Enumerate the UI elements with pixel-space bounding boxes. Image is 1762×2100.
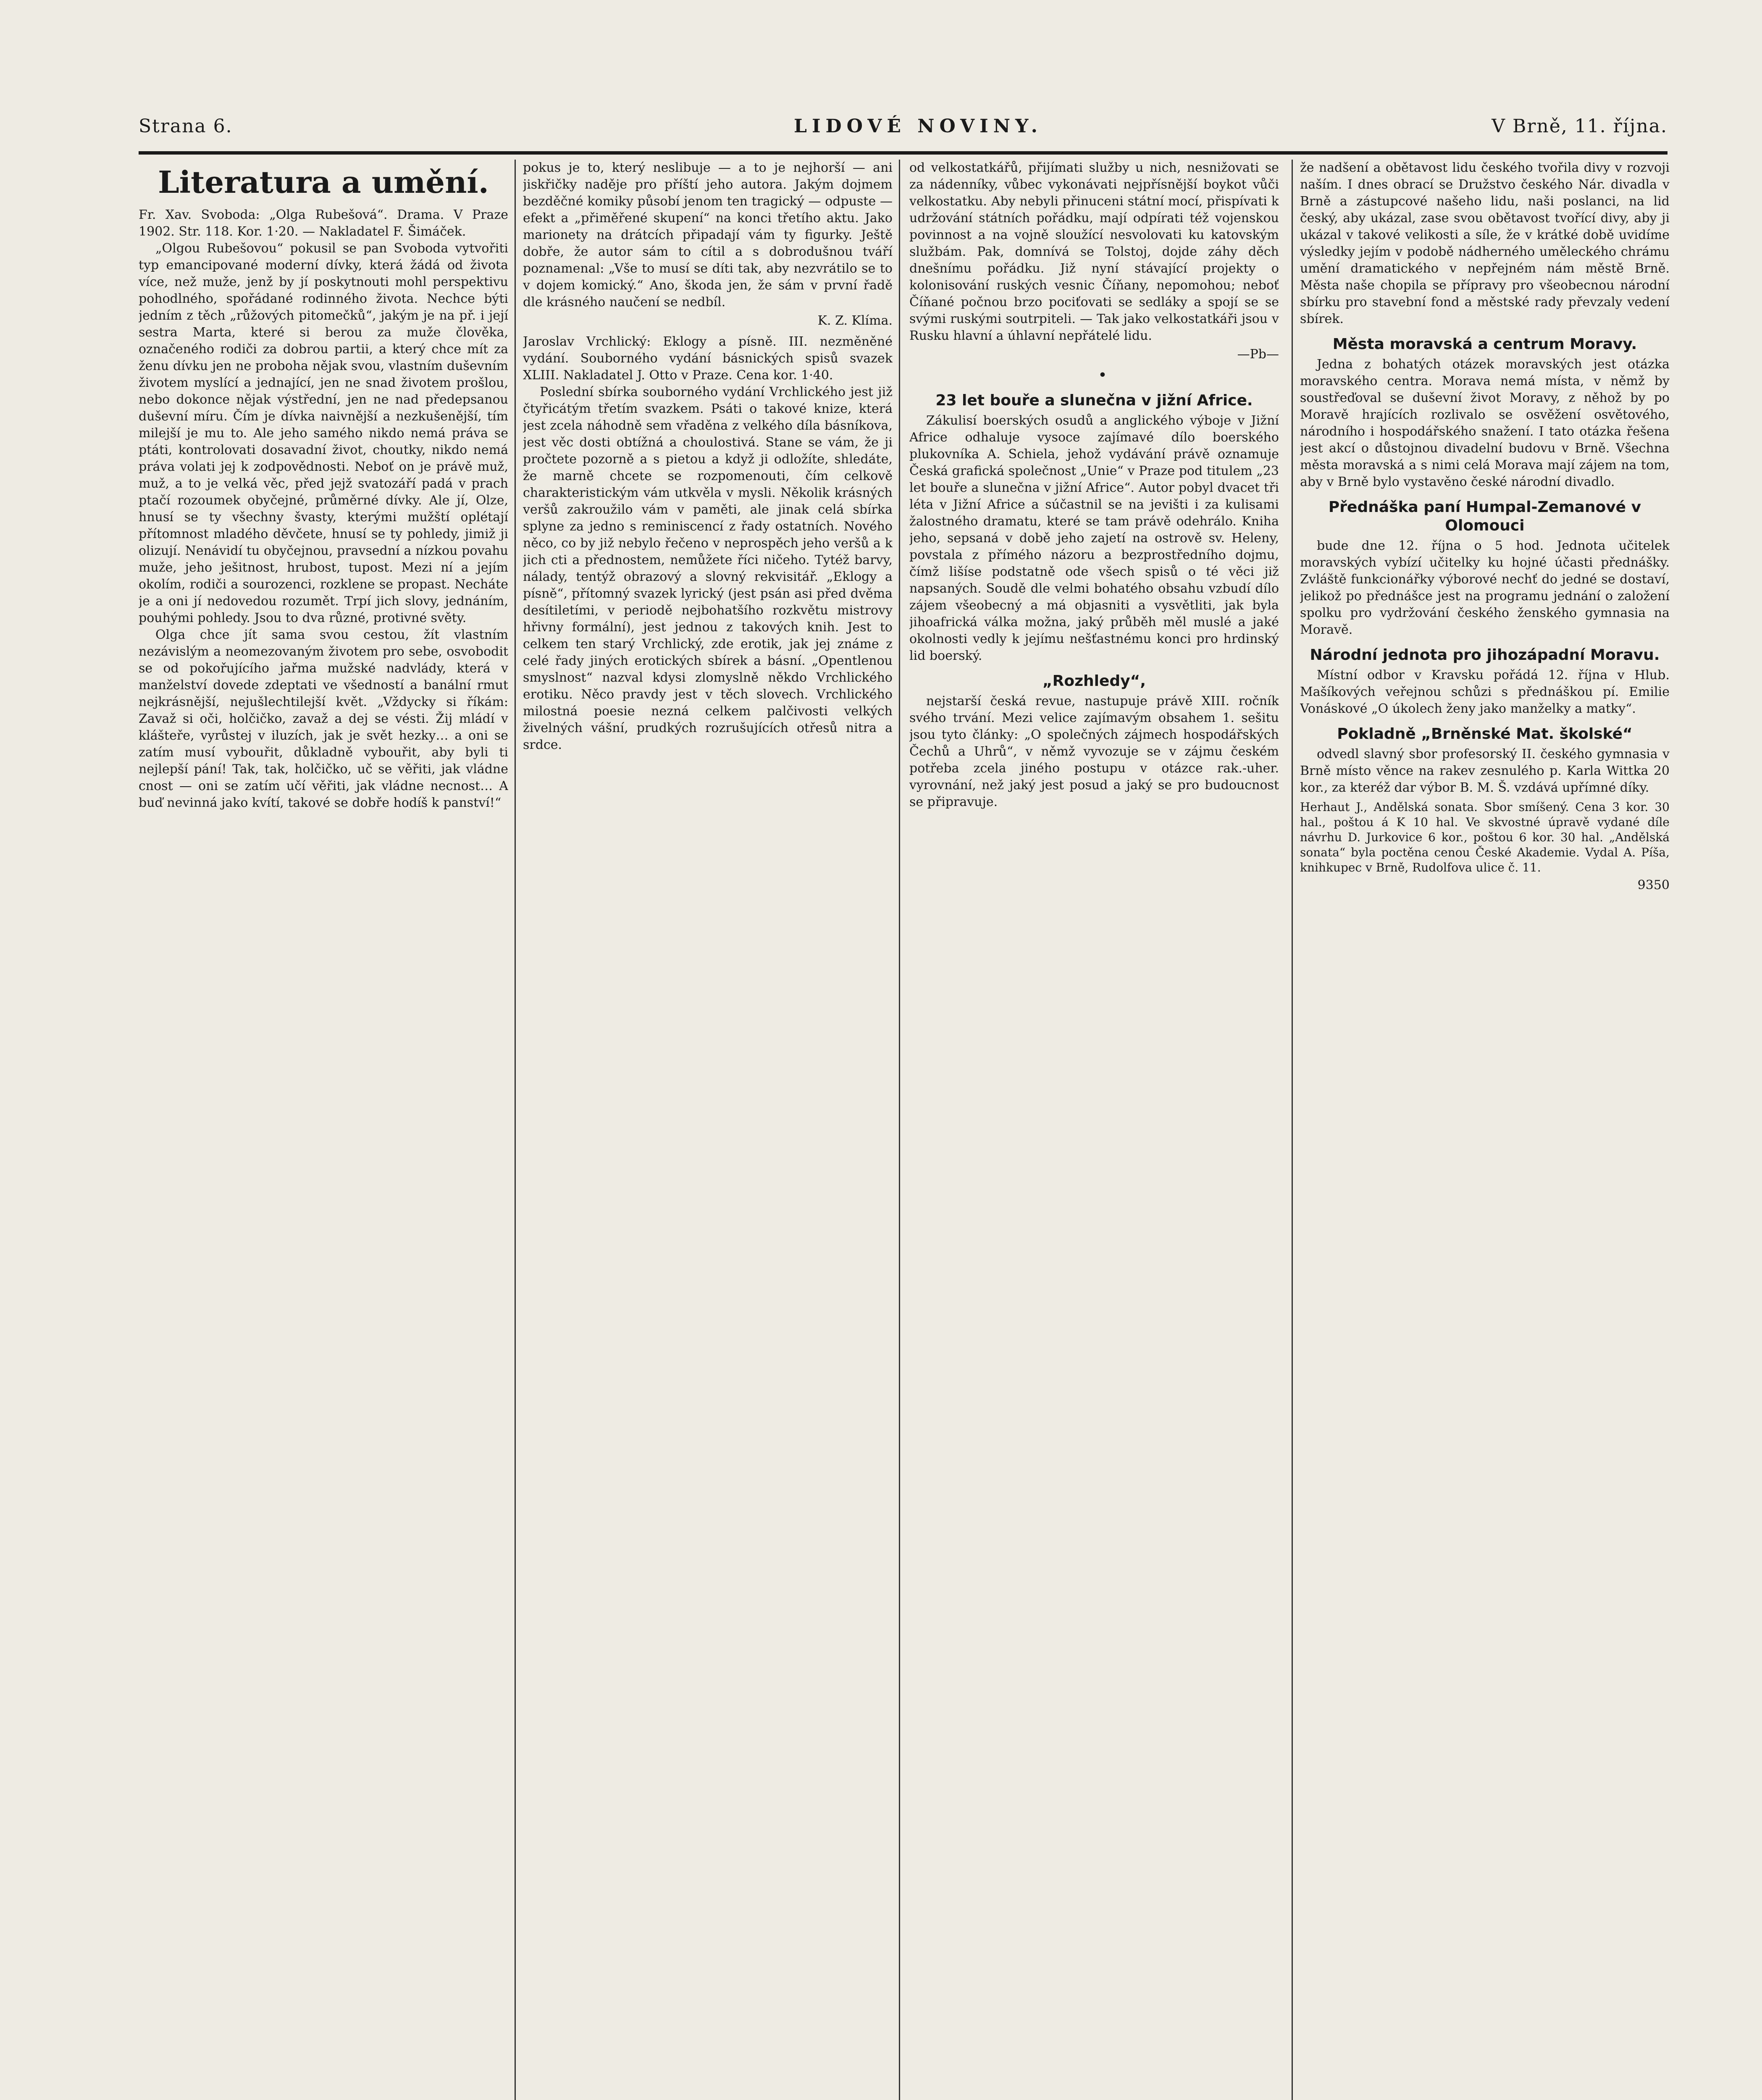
page-header <box>139 116 1667 155</box>
article-paragraph: Olga chce jít sama svou cestou, žít vlastním nezávislým a neomezovaným životem pro sebe, osvobodit se od pokořujícího jařma mužské nadvlády, která v manželství dovede zdeptati ve všedností a banální rmut nejkrásnější, nejušlechtilejší květ. „Vždycky si říkám: Zavaž si oči, holčičko, zavaž a dej se vésti. Žij mládí v klášteře, vyrůstej v iluzích, jak je svět hezky… a oni se zatím musí vybouřit, důkladně vybouřit, aby byli ti nejlepší pání! Tak, tak, holčičko, uč se věřiti, jak vládne cnost — oni se zatím učí věřiti, jak vládne necnost… A buď nevinná jako kvítí, takové se dobře hodíš k panství!“ <box>139 627 508 810</box>
article-paragraph: od velkostatkářů, přijímati služby u nich, nesnižovati se za nádenníky, vůbec vykonávati nejpřísnější boykot vůči velkostatku. Aby nebyli přinuceni státní mocí, přispívati k udržování státních pořádku, mají odpírati též vojenskou povinnost a na vojně sloužící nesvolovati ku katovským službám. Pak, domnívá se Tolstoj, dojde záhy děch dnešnímu pořádku. Již nyní stávající projekty o kolonisování ruských vesnic Číňany, nepomohou; neboť Číňané počnou brzo pociťovati se sedláky a spojí se se svými ruskými soutrpiteli. — Tak jako velkostatkáři jsou v Rusku hlavní a úhlavní nepřátelé lidu. <box>909 160 1279 343</box>
advertisement-notice: Herhaut J., Andělská sonata. Sbor smíšený. Cena 3 kor. 30 hal., poštou á K 10 hal. Ve skvostné úpravě vydané díle návrhu D. Jurkovice 6 kor., poštou 6 kor. 30 hal. „Andělská sonata“ byla poctěna cenou České Akademie. Vydal A. Píša, knihkupec v Brně, Rudolfova ulice č. 11. <box>1300 800 1670 874</box>
article-paragraph: pokus je to, který neslibuje — a to je nejhorší — ani jiskřičky naděje pro příští jeho autora. Jakým dojmem bezděčné komiky působí jenom ten tragický — odpuste — efekt a „přiměřené skupení“ na konci třetího aktu. Jako marionety na drátcích připadají vám ty figurky. Ještě dobře, že autor sám to cítil a s dobrodušnou tváří poznamenal: „Vše to musí se díti tak, aby nezvrátilo se to v dojem komický.“ Ano, škoda jen, že sám v první řadě dle krásného naučení se nedbíl. <box>523 160 893 310</box>
book-citation: Jaroslav Vrchlický: Eklogy a písně. III. nezměněné vydání. Souborného vydání básnických spisů svazek XLIII. Nakladatel J. Otto v Praze. Cena kor. 1·40. <box>523 334 893 383</box>
separator-dot: • <box>1098 368 1107 383</box>
article-paragraph: Místní odbor v Kravsku pořádá 12. října v Hlub. Mašíkových veřejnou schůzi s přednáškou pí. Emilie Vonáskové „O úkolech ženy jako manželky a matky“. <box>1300 668 1670 716</box>
notice-number: 9350 <box>1637 878 1670 892</box>
article-paragraph: že nadšení a obětavost lidu českého tvořila divy v rozvoji naším. I dnes obrací se Družstvo českého Nár. divadla v Brně a zástupcové našeho lidu, naši poslanci, na lid český, aby ukázal, zase svou obětavost tvořící divy, aby ji ukázal v takové velikosti a síle, že v krátké době uvidíme výsledky jejím v podobě nádherného uměleckého chrámu umění dramatického v nepřejném nám městě Brně. Města naše chopila se přípravy pro všeobecnou národní sbírku pro stavební fond a městské rady převzaly vedení sbírek. <box>1300 160 1670 326</box>
column-divider <box>1292 160 1293 2100</box>
book-citation: Fr. Xav. Svoboda: „Olga Rubešová“. Drama. V Praze 1902. Str. 118. Kor. 1·20. — Nakladatel F. Šimáček. <box>139 207 508 239</box>
column-divider <box>515 160 516 2100</box>
article-headline: Města moravská a centrum Moravy. <box>1332 336 1637 353</box>
article-paragraph: „Olgou Rubešovou“ pokusil se pan Svoboda vytvořiti typ emancipované moderní dívky, která žádá od života více, než muže, jenž by jí poskytnouti mohl perspektivu pohodlného, spořádané rodinného života. Nechce býti jedním z těch „růžových pitomečků“, jakým je na př. i její sestra Marta, které si berou za muže člověka, označeného rodiči za dobrou partii, a který chce mít za ženu dívku jen ne proboha nějak svou, vlastním duševním životem myslící a jednající, jen ne snad životem prošlou, nebo dokonce nějak výstřední, jen ne nad předepsanou duševní míru. Čím je dívka naivnější a nezkušenější, tím milejší je mu to. Ale jeho samého nikdo nemá práva se ptáti, kontrolovati dosavadní život, choutky, nikdo nemá práva volati jej k zodpovědnosti. Neboť on je právě muž, muž, a to je velká věc, před jejž svatozáří padá v prach ptačí rozoumek obyčejné, průměrné dívky. Ale jí, Olze, hnusí se ty všechny švasty, kterými mužští oplétají přítomnost mladého děvčete, hnusí se ty pohledy, jimiž ji olizují. Nenávidí tu obyčejnou, pravsední a nízkou povahu muže, jeho ješitnost, hrubost, tupost. Mezi ní a jejím okolím, rodiči a sourozenci, rozklene se propast. Necháte je a oni jí nedovedou rozumět. Trpí jich slovy, jednáním, pouhými pohledy. Jsou to dva různé, protivné světy. <box>139 241 508 625</box>
article-paragraph: bude dne 12. října o 5 hod. Jednota učitelek moravských vybízí učitelky ku hojné účasti přednášky. Zvláště funkcionářky výborové nechť do jedné se dostaví, jelikož po přednášce jest na programu jednání o založení spolku pro vydržování českého ženského gymnasia na Moravě. <box>1300 538 1670 637</box>
article-headline: Přednáška paní Humpal-Zemanové v Olomouci <box>1328 499 1641 534</box>
page-number: Strana 6. <box>139 116 233 137</box>
column-4 <box>1300 160 1670 2100</box>
article-headline: Pokladně „Brněnské Mat. školské“ <box>1337 725 1633 743</box>
article-headline: 23 let bouře a slunečna v jižní Africe. <box>935 392 1253 409</box>
article-paragraph: Poslední sbírka souborného vydání Vrchlického jest již čtyřicátým třetím svazkem. Psáti o takové knize, která jest zcela náhodně sem vřaděna z velkého díla básníkova, jest věc dosti obtížná a choulostivá. Stane se vám, že ji pročtete pozorně a s pietou a když ji odložíte, shledáte, že marně chcete se rozpomenouti, čím celkově charakteristickým vám utkvěla v mysli. Několik krásných veršů zakroužilo vám v paměti, ale jinak celá sbírka splyne za jedno s reminiscencí z řady ostatních. Nového něco, co by již nebylo řečeno v neprospěch jeho veršů a k jich cti a přednostem, nemůžete říci ničeho. Tytéž barvy, nálady, tentýž obrazový a slovný rekvisitář. „Eklogy a písně“, přítomný svazek lyrický (jest psán asi před dvěma desítiletími, v periodě nejbohatšího rozkvětu mistrovy hřivny formální), jest jednou z takových knih. Jest to celkem ten starý Vrchlický, zde erotik, jak jej známe z celé řady jiných erotických sbírek a básní. „Opentlenou smyslnost“ nazval kdysi zlomyslně někdo Vrchlického erotiku. Něco pravdy jest v těch slovech. Vrchlického milostná poesie nezná celkem palčivosti velkých živelných vášní, prudkých rozrušujících otřesů nitra a srdce. <box>523 385 893 752</box>
column-3 <box>909 160 1279 2100</box>
column-2 <box>523 160 893 2100</box>
author-signature: K. Z. Klíma. <box>817 313 893 328</box>
article-paragraph: nejstarší česká revue, nastupuje právě XIII. ročník svého trvání. Mezi velice zajímavým obsahem 1. sešitu jsou tyto články: „O společných zájmech hospodářských Čechů a Uhrů“, v němž vyvozuje se v zájmu českém potřeba zcela jiného postupu v otázce rak.-uher. vyrovnání, než jaký jest posud a jaký se pro budoucnost se připravuje. <box>909 694 1279 809</box>
article-paragraph: Jedna z bohatých otázek moravských jest otázka moravského centra. Morava nemá místa, v němž by soustřeďoval se duševní život Moravy, z něhož by po Moravě hrajících rozlivalo se osvěžení osvětového, národního i hospodářského snažení. I tato otázka řešena jest akcí o důstojnou divadelní budovu v Brně. Všechna města moravská a s nimi celá Morava mají zájem na tom, aby v Brně bylo vystavěno české národní divadlo. <box>1300 357 1670 489</box>
article-paragraph: odvedl slavný sbor profesorský II. českého gymnasia v Brně místo věnce na rakev zesnulého p. Karla Wittka 20 kor., za kteréž dar výbor B. M. Š. vzdává upřímné díky. <box>1300 747 1670 795</box>
article-headline: „Rozhledy“, <box>1042 672 1146 690</box>
issue-date: V Brně, 11. října. <box>1492 116 1667 137</box>
newspaper-title: LIDOVÉ NOVINY. <box>794 116 1042 137</box>
column-1 <box>139 160 508 2100</box>
header-rule <box>139 151 1667 155</box>
article-headline: Národní jednota pro jihozápadní Moravu. <box>1310 646 1660 664</box>
section-title: Literatura a umění. <box>158 164 489 200</box>
author-signature: —Pb— <box>1237 347 1279 362</box>
column-divider <box>899 160 900 2100</box>
article-paragraph: Zákulisí boerských osudů a anglického výboje v Jižní Africe odhaluje vysoce zajímavé dílo boerského plukovníka A. Schiela, jehož vydávání právě oznamuje Česká grafická společnost „Unie“ v Praze pod titulem „23 let bouře a slunečna v jižní Africe“. Autor pobyl dvacet tři léta v Jižní Africe a súčastnil se na jevišti i za kulisami žalostného dramatu, které se tam právě odehrálo. Kniha jeho, sepsaná v době jeho zajetí na ostrově sv. Heleny, povstala z přímého názoru a bezprostředního dojmu, čímž lišíse podstatně ode všech spisů o té věci již napsaných. Soudě dle velmi bohatého obsahu vzbudí dílo zájem všeobecný a má objasniti a vysvětliti, jak byla jihoafrická válka možna, jaký průběh měl muslé a jaké okolnosti vedly k jejímu nešťastnému konci pro hrdinský lid boerský. <box>909 413 1279 663</box>
